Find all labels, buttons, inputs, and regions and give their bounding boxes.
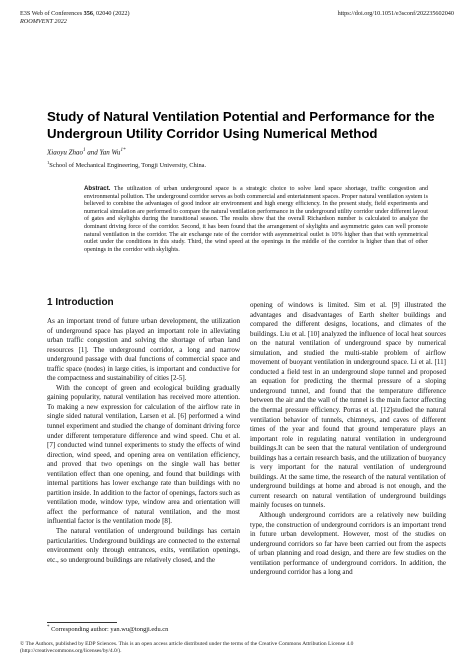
abstract-text: The utilization of urban underground space is a strategic choice to solve land space shortage, traffic congestion and environmental pollution. The underground corridor serves as both commercial and entertainment spaces. Proper natural ventilation system is believed to combine the advantages of good indoor air environment and high energy efficiency. In the present study, field experiments and numerical simulation are performed to compare the natural ventilation performance in the underground utility corridor under different layout of gates and skylights during the transitional season. The results show that the overall Richardson number is calculated to analyze the dominant driving force of the corridor. Second, it has been found that the arrangement of skylights and asymmetric gates can well promote natural ventilation in the corridor. The air exchange rate of the corridor with asymmetrical outlet is 10% higher than that with symmetrical outlet under the conditions in this study. Third, the wind speed at the openings in the middle of the corridor is higher than that of other openings in the corridor with skylights. xyxy=(84,186,428,253)
right-column xyxy=(250,301,446,578)
affiliation xyxy=(47,160,206,169)
running-header xyxy=(20,10,130,26)
paragraph: As an important trend of future urban development, the utilization of underground space has played an important role in alleviating urban traffic congestion and solving the shortage of urban land resources [1]. The underground corridor, a long and narrow underground passage with dual functions of commercial space and traffic space (nodes) in large cities, is important and conductive for the compactness and sustainability of cities [2-5]. xyxy=(47,317,240,383)
license-footer: © The Authors, published by EDP Sciences. This is an open access article distributed under the terms of the Creative Commons Attribution License 4.0 (http://creativecommons.org/licenses/by/4.0/). xyxy=(20,641,354,654)
footnote-text: Corresponding author: yan.wu@tongji.edu.cn xyxy=(49,626,169,634)
affiliation-mark: 1 xyxy=(47,160,50,165)
author-separator: and xyxy=(87,148,100,157)
paragraph: The natural ventilation of underground buildings has certain particularities. Underground buildings are connected to the external environment only through entrances, exits, ventilation openings, etc., so underground buildings are relatively closed, and the xyxy=(47,527,240,564)
footnote-mark: * xyxy=(47,625,50,630)
abstract-label: Abstract. xyxy=(84,185,111,192)
author-affiliation-mark: 1 xyxy=(82,148,86,153)
journal-volume: 356 xyxy=(83,10,93,17)
abstract xyxy=(84,185,428,254)
journal-name: E3S Web of Conferences xyxy=(20,10,83,17)
section-heading: 1 Introduction xyxy=(47,297,114,308)
doi-link[interactable]: https://doi.org/10.1051/e3sconf/202235602040 xyxy=(337,10,454,17)
affiliation-text: School of Mechanical Engineering, Tongji University, China. xyxy=(49,162,207,170)
paragraph: Although underground corridors are a relatively new building type, the construction of underground corridors is an important trend in future urban development. However, most of the studies on underground corridors so far have been carried out from the aspects of urban planning and road design, and there are few studies on the ventilation performance of underground corridors. In addition, the underground corridor has a long and xyxy=(250,511,446,577)
footnote xyxy=(47,625,168,633)
paragraph: With the concept of green and ecological building gradually gaining popularity, natural ventilation has received more attention. To making a new expression for calculation of the airflow rate in single sided natural ventilation, Larsen et al. [6] performed a wind tunnel experiment and studied the change of dominant driving force under different temperature difference and wind speed. Chu et al. [7] conducted wind tunnel experiments to study the effects of wind direction, wind speed, and opening area on ventilation efficiency, and proved that two openings on the single wall has better ventilation effect than one opening, and found that buildings with internal partitions has lower exchange rate than buildings with no partition inside. In addition to the factor of openings, factors such as ventilation mode, window type, window area and orientation will affect the performance of natural ventilation, and the most influential factor is the ventilation mode [8]. xyxy=(47,383,240,526)
footnote-divider xyxy=(47,622,117,623)
article-number: , 02040 (2022) xyxy=(92,10,130,17)
author-list xyxy=(47,148,125,156)
author-name: Yan Wu xyxy=(99,148,121,157)
author-affiliation-mark: 1* xyxy=(120,148,126,153)
conference-name: ROOMVENT 2022 xyxy=(20,18,67,25)
paragraph: opening of windows is limited. Sim et al. [9] illustrated the advantages and disadvantages of Earth shelter buildings and compared the different designs, locations, and climates of the buildings. Liu et al. [10] analyzed the influence of local heat sources on the natural ventilation of underground space by numerical simulation, and studied the multi-stable problem of airflow movement of buoyant ventilation in underground space. Li et al. [11] conducted a field test in an underground slope tunnel and proposed an equation for predicting the thermal pressure of a sloping underground tunnel, and found that the temperature difference between the air and the wall of the tunnel is the main factor affecting the thermal pressure efficiency. Porras et al. [12]studied the natural ventilation behavior of tunnels, chimneys, and caves of different times of the year and found that ground temperature plays an important role in regulating natural ventilation in underground buildings.It can be seen that the natural ventilation of underground buildings has a certain research basis, and the utilization of buoyancy is very important for the natural ventilation of underground buildings. At the same time, the research of the natural ventilation of underground buildings at home and abroad is not enough, and the current research on natural ventilation of underground buildings mainly focuses on tunnels. xyxy=(250,301,446,510)
paper-title: Study of Natural Ventilation Potential and Performance for the Undergroun Utility Corridor Using Numerical Method xyxy=(47,109,435,141)
author-name: Xiaoyu Zhao xyxy=(47,148,83,157)
left-column xyxy=(47,317,240,565)
